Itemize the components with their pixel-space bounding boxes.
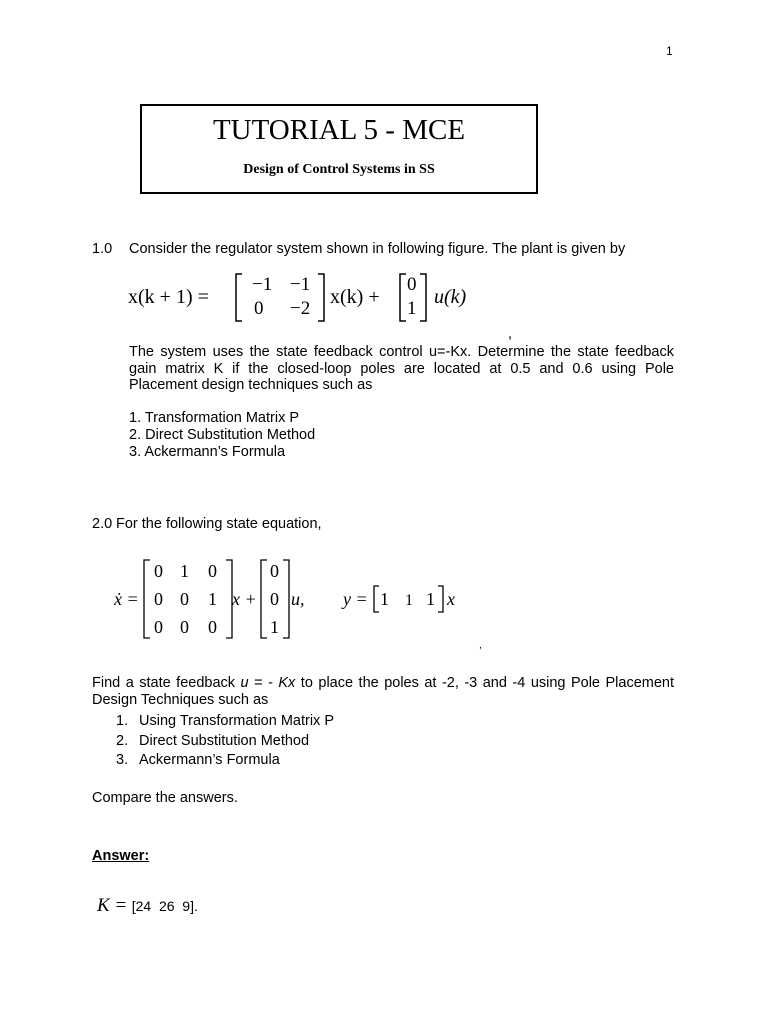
q2-equation bbox=[108, 556, 478, 642]
q2-matC-cell: 1 bbox=[426, 589, 435, 609]
q2-body bbox=[92, 675, 674, 708]
page-title: TUTORIAL 5 - MCE bbox=[212, 114, 466, 146]
q1-eq-xk: x(k) + bbox=[330, 286, 380, 308]
answer-k bbox=[97, 895, 198, 917]
q2-matB-left-bracket bbox=[261, 560, 267, 638]
q2-matA-cell: 0 bbox=[154, 589, 163, 609]
answer-k-label: K = bbox=[97, 895, 128, 916]
q2-method-3-num: 3. bbox=[116, 752, 129, 768]
q2-matB-right-bracket bbox=[283, 560, 289, 638]
q2-matB-cell: 0 bbox=[270, 561, 279, 581]
q2-eq-xplus: x + bbox=[232, 589, 257, 609]
q1-matA-cell: −1 bbox=[252, 274, 273, 295]
answer-heading: Answer: bbox=[92, 848, 150, 864]
q2-method-1-num: 1. bbox=[116, 713, 129, 729]
q1-equation bbox=[124, 268, 504, 326]
q2-comma: , bbox=[479, 640, 482, 651]
q2-body-rest: to place the poles at -2, -3 and -4 using Pole Placement Design Techniques such as bbox=[92, 675, 674, 708]
q1-matA-cell: −1 bbox=[290, 274, 311, 295]
q2-matA-cell: 0 bbox=[180, 589, 189, 609]
q2-compare: Compare the answers. bbox=[92, 790, 238, 806]
q2-matB-cell: 0 bbox=[270, 589, 279, 609]
q2-method-3-label: Ackermann’s Formula bbox=[139, 752, 280, 768]
q1-matB-right-bracket bbox=[420, 274, 426, 321]
q2-matA-cell: 0 bbox=[154, 561, 163, 581]
q2-method-2-num: 2. bbox=[116, 733, 129, 749]
q2-method-1-label: Using Transformation Matrix P bbox=[139, 713, 335, 729]
q2-matA-cell: 1 bbox=[208, 589, 217, 609]
q2-body-kx: Kx bbox=[278, 675, 296, 691]
q1-number: 1.0 bbox=[92, 241, 113, 257]
q2-eq-x: x bbox=[447, 589, 455, 609]
q1-matB-cell: 0 bbox=[407, 274, 417, 295]
title-box bbox=[140, 104, 538, 194]
q2-matC-cell: 1 bbox=[380, 589, 389, 609]
q2-matA-cell: 0 bbox=[180, 617, 189, 637]
q1-matA-cell: 0 bbox=[254, 298, 264, 319]
q1-method-3: 3. Ackermann’s Formula bbox=[129, 444, 286, 460]
q1-matA-left-bracket bbox=[236, 274, 242, 321]
q2-matA-cell: 0 bbox=[154, 617, 163, 637]
q2-matC-left-bracket bbox=[374, 586, 379, 612]
q2-matA-left-bracket bbox=[144, 560, 150, 638]
q2-matB-cell: 1 bbox=[270, 617, 279, 637]
q1-body: The system uses the state feedback control u=-Kx. Determine the state feedback gain matrix K if the closed-loop poles are located at 0.5 and 0.6 using Pole Placement design techniques such as bbox=[129, 344, 674, 393]
q2-body-prefix: Find a state feedback bbox=[92, 675, 241, 691]
q1-matA-right-bracket bbox=[318, 274, 324, 321]
q2-number: 2.0 bbox=[92, 516, 113, 532]
q1-method-2: 2. Direct Substitution Method bbox=[129, 427, 316, 443]
q2-matC-right-bracket bbox=[438, 586, 443, 612]
q1-method-1: 1. Transformation Matrix P bbox=[129, 410, 300, 426]
page-subtitle: Design of Control Systems in SS bbox=[243, 162, 435, 177]
q1-matB-left-bracket bbox=[400, 274, 406, 321]
q2-eq-lhs: ẋ = bbox=[114, 589, 139, 609]
q2-intro: For the following state equation, bbox=[116, 516, 322, 532]
q1-matA-cell: −2 bbox=[290, 298, 311, 319]
q2-eq-u: u, bbox=[291, 589, 305, 609]
q2-matA-cell: 1 bbox=[180, 561, 189, 581]
q2-matC-cell: 1 bbox=[405, 592, 413, 609]
q1-intro: Consider the regulator system shown in following figure. The plant is given by bbox=[129, 241, 626, 257]
page-number: 1 bbox=[666, 44, 673, 58]
q2-body-u: u bbox=[240, 675, 249, 691]
q2-matA-cell: 0 bbox=[208, 561, 217, 581]
q1-comma: , bbox=[508, 326, 513, 342]
q1-matB-cell: 1 bbox=[407, 298, 417, 319]
q1-eq-lhs: x(k + 1) = bbox=[128, 286, 209, 308]
q2-method-2-label: Direct Substitution Method bbox=[139, 733, 310, 749]
q2-matA-cell: 0 bbox=[208, 617, 217, 637]
q2-body-mid: = - bbox=[248, 675, 279, 691]
answer-k-value: [24 26 9]. bbox=[131, 898, 198, 914]
q2-eq-y: y = bbox=[343, 589, 368, 609]
q1-eq-uk: u(k) bbox=[434, 286, 467, 308]
